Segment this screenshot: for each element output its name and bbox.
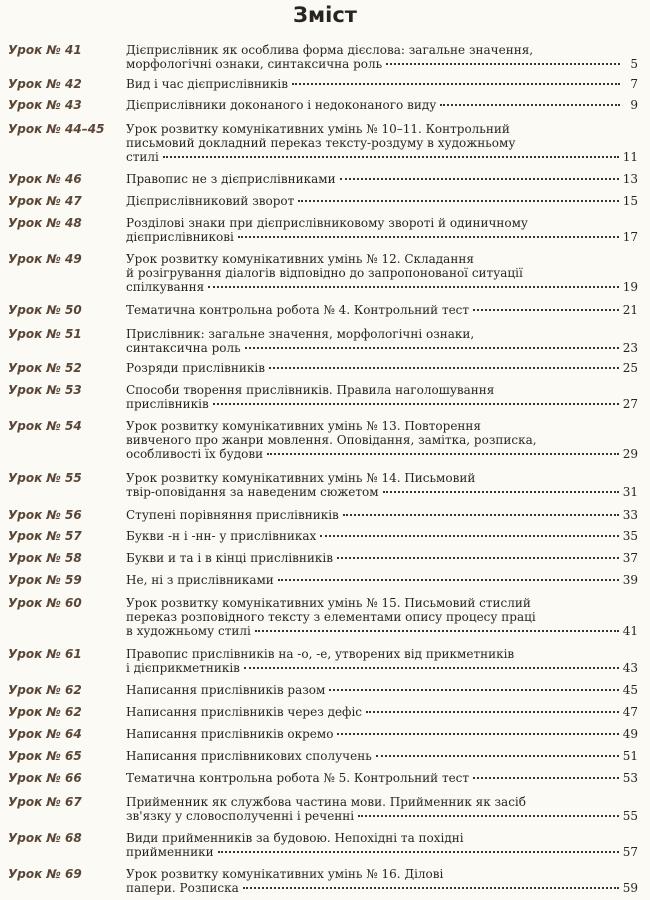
page-number: 15 — [622, 194, 638, 208]
toc-entry[interactable] — [8, 252, 638, 294]
entry-body — [126, 77, 638, 91]
entry-title-line: Тематична контрольна робота № 5. Контрольний тест — [126, 771, 470, 785]
toc-entry[interactable] — [8, 795, 638, 823]
entry-title-line: Букви -н і -нн- у прислівниках — [126, 529, 317, 543]
toc-entry[interactable] — [8, 419, 638, 461]
entry-body — [126, 647, 638, 675]
entry-title-line: в художньому стилі — [126, 624, 251, 638]
toc-entry[interactable] — [8, 573, 638, 587]
dot-leader — [278, 579, 619, 581]
dot-leader — [366, 711, 619, 713]
page-number: 49 — [622, 727, 638, 741]
entry-title-line: Написання прислівників разом — [126, 683, 326, 697]
toc-entry[interactable] — [8, 98, 638, 112]
dot-leader — [473, 777, 619, 779]
lesson-number: Урок № 49 — [8, 252, 82, 266]
entry-title-line: Дієприслівник як особлива форма дієслова: загальне значення, — [126, 43, 534, 57]
entry-title-line: Урок розвитку комунікативних умінь № 10–11. Контрольний — [126, 122, 510, 136]
entry-title-line: морфологічні ознаки, синтаксична роль — [126, 57, 383, 71]
dot-leader — [383, 491, 619, 493]
dot-leader — [376, 755, 619, 757]
toc-entry[interactable] — [8, 361, 638, 375]
entry-body — [126, 573, 638, 587]
entry-title-line: твір-оповідання за наведеним сюжетом — [126, 485, 379, 499]
entry-body — [126, 771, 638, 785]
toc-entry[interactable] — [8, 122, 638, 164]
page-number: 59 — [622, 881, 638, 895]
dot-leader — [238, 236, 619, 238]
dot-leader — [440, 104, 620, 106]
toc-entry[interactable] — [8, 172, 638, 186]
entry-title-line: Ступені порівняння прислівників — [126, 508, 339, 522]
entry-title-line: Види прийменників за будовою. Непохідні та похідні — [126, 831, 464, 845]
dot-leader — [340, 178, 619, 180]
dot-leader — [292, 83, 620, 85]
lesson-number: Урок № 46 — [8, 172, 82, 186]
page-number: 27 — [622, 397, 638, 411]
lesson-number: Урок № 60 — [8, 596, 82, 610]
entry-body — [126, 795, 638, 823]
entry-title-line: синтаксична роль — [126, 341, 241, 355]
dot-leader — [320, 535, 618, 537]
lesson-number: Урок № 48 — [8, 216, 82, 230]
entry-title-line: дієприслівникові — [126, 230, 234, 244]
entry-body — [126, 749, 638, 763]
page-number: 29 — [622, 447, 638, 461]
lesson-number: Урок № 42 — [8, 77, 82, 91]
entry-title-line: Не, ні з прислівниками — [126, 573, 274, 587]
toc-entry[interactable] — [8, 194, 638, 208]
page-number: 7 — [630, 77, 638, 91]
page-number: 37 — [622, 551, 638, 565]
lesson-number: Урок № 54 — [8, 419, 82, 433]
page-number: 19 — [622, 280, 638, 294]
toc-entry[interactable] — [8, 771, 638, 785]
entry-body — [126, 705, 638, 719]
entry-title-line: Урок розвитку комунікативних умінь № 14. Письмовий — [126, 471, 476, 485]
dot-leader — [245, 347, 619, 349]
page-number: 45 — [622, 683, 638, 697]
entry-title-line: стилі — [126, 150, 159, 164]
entry-title-line: переказ розповідного тексту з елементами опису процесу праці — [126, 610, 536, 624]
entry-title-line: спілкування — [126, 280, 205, 294]
page-number: 25 — [622, 361, 638, 375]
entry-body — [126, 727, 638, 741]
entry-body — [126, 303, 638, 317]
dot-leader — [473, 309, 619, 311]
page-number: 51 — [622, 749, 638, 763]
toc-entry[interactable] — [8, 43, 638, 71]
entry-title-line: Написання прислівникових сполучень — [126, 749, 372, 763]
toc-entry[interactable] — [8, 727, 638, 741]
lesson-number: Урок № 58 — [8, 551, 82, 565]
toc-entry[interactable] — [8, 529, 638, 543]
entry-title-line: Розділові знаки при дієприслівниковому звороті й одиничному — [126, 216, 528, 230]
dot-leader — [218, 851, 619, 853]
page-number: 43 — [622, 661, 638, 675]
entry-title-line: й розігрування діалогів відповідно до запропонованої ситуації — [126, 266, 523, 280]
toc-entry[interactable] — [8, 831, 638, 859]
entry-title-line: Вид і час дієприслівників — [126, 77, 288, 91]
toc-entry[interactable] — [8, 471, 638, 499]
entry-title-line: Дієприслівниковий зворот — [126, 194, 295, 208]
entry-title-line: Написання прислівників через дефіс — [126, 705, 363, 719]
toc-entry[interactable] — [8, 77, 638, 91]
page-number: 9 — [630, 98, 638, 112]
lesson-number: Урок № 47 — [8, 194, 82, 208]
lesson-number: Урок № 57 — [8, 529, 82, 543]
entry-body — [126, 98, 638, 112]
entry-body — [126, 43, 638, 71]
lesson-number: Урок № 56 — [8, 508, 82, 522]
lesson-number: Урок № 65 — [8, 749, 82, 763]
entry-body — [126, 419, 638, 461]
dot-leader — [213, 403, 619, 405]
entry-title-line: Прийменник як службова частина мови. Прийменник як засіб — [126, 795, 526, 809]
dot-leader — [243, 887, 619, 889]
page-number: 23 — [622, 341, 638, 355]
entry-title-line: Дієприслівники доконаного і недоконаного виду — [126, 98, 437, 112]
dot-leader — [337, 733, 618, 735]
page-number: 47 — [622, 705, 638, 719]
entry-title-line: Букви и та і в кінці прислівників — [126, 551, 333, 565]
entry-body — [126, 216, 638, 244]
entry-body — [126, 194, 638, 208]
lesson-number: Урок № 64 — [8, 727, 82, 741]
dot-leader — [208, 286, 619, 288]
entry-title-line: папери. Розписка — [126, 881, 239, 895]
toc-entry[interactable] — [8, 749, 638, 763]
toc-entry[interactable] — [8, 551, 638, 565]
toc-entry[interactable] — [8, 647, 638, 675]
page-title: Зміст — [293, 3, 357, 27]
dot-leader — [298, 200, 618, 202]
entry-body — [126, 551, 638, 565]
lesson-number: Урок № 51 — [8, 327, 82, 341]
dot-leader — [255, 630, 619, 632]
dot-leader — [343, 514, 619, 516]
lesson-number: Урок № 62 — [8, 683, 82, 697]
entry-title-line: Урок розвитку комунікативних умінь № 12. Складання — [126, 252, 474, 266]
entry-title-line: Урок розвитку комунікативних умінь № 13. Повторення — [126, 419, 481, 433]
entry-title-line: Правопис не з дієприслівниками — [126, 172, 336, 186]
dot-leader — [358, 815, 619, 817]
entry-body — [126, 831, 638, 859]
dot-leader — [337, 557, 619, 559]
lesson-number: Урок № 69 — [8, 867, 82, 881]
entry-title-line: зв'язку у словосполученні і реченні — [126, 809, 355, 823]
entry-body — [126, 471, 638, 499]
page-number: 17 — [622, 230, 638, 244]
lesson-number: Урок № 41 — [8, 43, 82, 57]
entry-title-line: вивченого про жанри мовлення. Оповідання, замітка, розписка, — [126, 433, 537, 447]
page-number: 35 — [622, 529, 638, 543]
lesson-number: Урок № 44–45 — [8, 122, 105, 136]
entry-title-line: Правопис прислівників на -о, -е, утворених від прикметників — [126, 647, 515, 661]
lesson-number: Урок № 43 — [8, 98, 82, 112]
entry-body — [126, 252, 638, 294]
lesson-number: Урок № 50 — [8, 303, 82, 317]
page-number: 55 — [622, 809, 638, 823]
entry-body — [126, 122, 638, 164]
toc-entry[interactable] — [8, 383, 638, 411]
lesson-number: Урок № 53 — [8, 383, 82, 397]
entry-title-line: прислівників — [126, 397, 209, 411]
toc-entry[interactable] — [8, 508, 638, 522]
dot-leader — [267, 453, 619, 455]
page-number: 57 — [622, 845, 638, 859]
dot-leader — [329, 689, 618, 691]
page-number: 31 — [622, 485, 638, 499]
page-number: 41 — [622, 624, 638, 638]
entry-body — [126, 683, 638, 697]
page-number: 21 — [622, 303, 638, 317]
entry-body — [126, 529, 638, 543]
entry-body — [126, 508, 638, 522]
toc-entry[interactable] — [8, 683, 638, 697]
entry-title-line: Урок розвитку комунікативних умінь № 16. Ділові — [126, 867, 444, 881]
lesson-number: Урок № 59 — [8, 573, 82, 587]
entry-title-line: письмовий докладний переказ тексту-роздуму в художньому — [126, 136, 516, 150]
page-number: 39 — [622, 573, 638, 587]
lesson-number: Урок № 68 — [8, 831, 82, 845]
lesson-number: Урок № 67 — [8, 795, 82, 809]
entry-title-line: прийменники — [126, 845, 214, 859]
page-number: 11 — [622, 150, 638, 164]
toc-entry[interactable] — [8, 216, 638, 244]
toc-entry[interactable] — [8, 596, 638, 638]
lesson-number: Урок № 52 — [8, 361, 82, 375]
page-number: 33 — [622, 508, 638, 522]
dot-leader — [386, 63, 620, 65]
entry-body — [126, 596, 638, 638]
dot-leader — [163, 156, 619, 158]
entry-title-line: Тематична контрольна робота № 4. Контрольний тест — [126, 303, 470, 317]
toc-entry[interactable] — [8, 327, 638, 355]
page-number: 13 — [622, 172, 638, 186]
entry-title-line: і дієприкметників — [126, 661, 240, 675]
entry-body — [126, 383, 638, 411]
entry-title-line: Розряди прислівників — [126, 361, 266, 375]
toc-entry[interactable] — [8, 705, 638, 719]
page-number: 53 — [622, 771, 638, 785]
lesson-number: Урок № 66 — [8, 771, 82, 785]
entry-title-line: Написання прислівників окремо — [126, 727, 334, 741]
entry-title-line: Урок розвитку комунікативних умінь № 15. Письмовий стислий — [126, 596, 531, 610]
lesson-number: Урок № 62 — [8, 705, 82, 719]
entry-body — [126, 172, 638, 186]
toc-entry[interactable] — [8, 867, 638, 895]
entry-title-line: особливості їх будови — [126, 447, 264, 461]
entry-body — [126, 361, 638, 375]
dot-leader — [244, 667, 619, 669]
lesson-number: Урок № 55 — [8, 471, 82, 485]
entry-title-line: Способи творення прислівників. Правила наголошування — [126, 383, 495, 397]
page-number: 5 — [630, 57, 638, 71]
dot-leader — [269, 367, 619, 369]
entry-body — [126, 867, 638, 895]
lesson-number: Урок № 61 — [8, 647, 82, 661]
entry-title-line: Прислівник: загальне значення, морфологічні ознаки, — [126, 327, 475, 341]
toc-entry[interactable] — [8, 303, 638, 317]
entry-body — [126, 327, 638, 355]
